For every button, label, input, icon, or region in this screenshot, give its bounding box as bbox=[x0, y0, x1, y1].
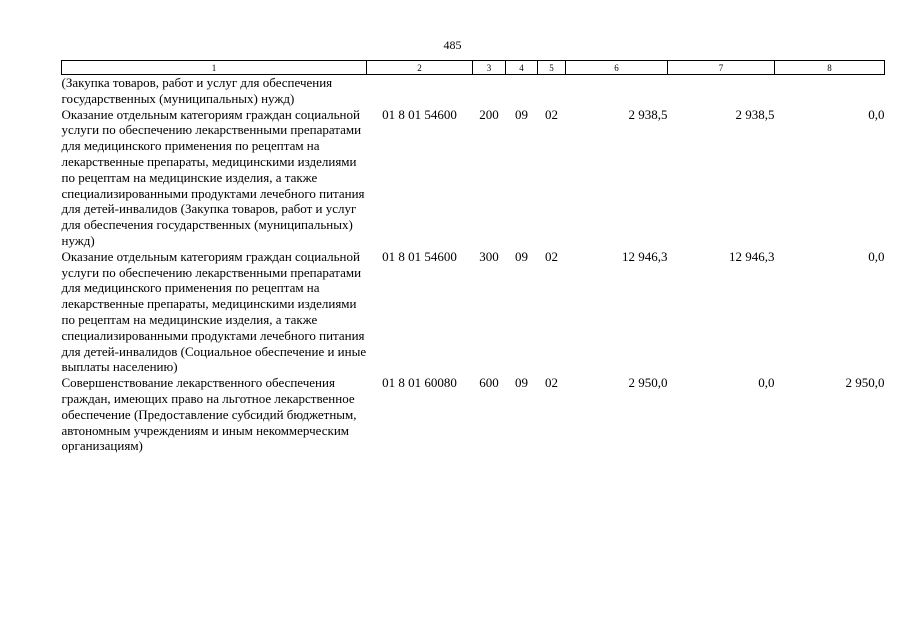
column-header-7: 7 bbox=[668, 61, 775, 75]
row-name: Совершенствование лекарственного обеспечения граждан, имеющих право на льготное лекарственное обеспечение (Предоставление субсидий бюджетным, автономным учреждениям и иным некоммерческим организациям) bbox=[61, 375, 357, 454]
row-csr bbox=[367, 75, 473, 107]
row-col6 bbox=[566, 75, 668, 107]
row-col7: 2 938,5 bbox=[735, 106, 775, 122]
table-row bbox=[62, 75, 885, 107]
column-header-6: 6 bbox=[566, 61, 668, 75]
row-csr: 01 8 01 54600 bbox=[382, 248, 457, 264]
row-col8: 0,0 bbox=[868, 248, 885, 264]
row-vr: 600 bbox=[479, 375, 499, 391]
row-pr: 02 bbox=[545, 375, 558, 391]
row-col8: 0,0 bbox=[868, 106, 885, 122]
row-col8: 2 950,0 bbox=[845, 375, 885, 391]
row-vr bbox=[473, 75, 506, 107]
row-vr: 300 bbox=[479, 248, 499, 264]
column-header-1: 1 bbox=[62, 61, 367, 75]
budget-table bbox=[61, 60, 885, 454]
row-name: Оказание отдельным категориям граждан социальной услуги по обеспечению лекарственными препаратами для медицинского применения по рецептам на лекарственные препараты, медицинскими изделиями по рецептам на медицинские изделия, а также специализированными продуктами лечебного питания для детей-инвалидов (Закупка товаров, работ и услуг для обеспечения государственных (муниципальных) нужд) bbox=[61, 106, 365, 248]
header-row bbox=[62, 61, 885, 75]
row-name: (Закупка товаров, работ и услуг для обеспечения государственных (муниципальных) нужд) bbox=[61, 75, 333, 106]
row-rz: 09 bbox=[515, 248, 528, 264]
column-header-3: 3 bbox=[473, 61, 506, 75]
row-col7: 12 946,3 bbox=[729, 248, 775, 264]
column-header-8: 8 bbox=[775, 61, 885, 75]
table-row bbox=[62, 375, 885, 454]
row-col6: 12 946,3 bbox=[622, 248, 668, 264]
page-number: 485 bbox=[443, 38, 462, 52]
row-csr: 01 8 01 54600 bbox=[382, 106, 457, 122]
row-pr: 02 bbox=[545, 248, 558, 264]
row-col7 bbox=[668, 75, 775, 107]
column-header-2: 2 bbox=[367, 61, 473, 75]
column-header-4: 4 bbox=[506, 61, 538, 75]
table-row bbox=[62, 107, 885, 249]
row-col8 bbox=[775, 75, 885, 107]
row-name: Оказание отдельным категориям граждан социальной услуги по обеспечению лекарственными препаратами для медицинского применения по рецептам на лекарственные препараты, медицинскими изделиями по рецептам на медицинские изделия, а также специализированными продуктами лечебного питания для детей-инвалидов (Социальное обеспечение и иные выплаты населению) bbox=[61, 248, 367, 375]
row-pr: 02 bbox=[545, 106, 558, 122]
row-col6: 2 938,5 bbox=[628, 106, 668, 122]
row-rz: 09 bbox=[515, 106, 528, 122]
row-rz bbox=[506, 75, 538, 107]
table-row bbox=[62, 249, 885, 375]
row-rz: 09 bbox=[515, 375, 528, 391]
row-col6: 2 950,0 bbox=[628, 375, 668, 391]
row-vr: 200 bbox=[479, 106, 499, 122]
column-header-5: 5 bbox=[538, 61, 566, 75]
row-csr: 01 8 01 60080 bbox=[382, 375, 457, 391]
row-pr bbox=[538, 75, 566, 107]
row-col7: 0,0 bbox=[758, 375, 775, 391]
